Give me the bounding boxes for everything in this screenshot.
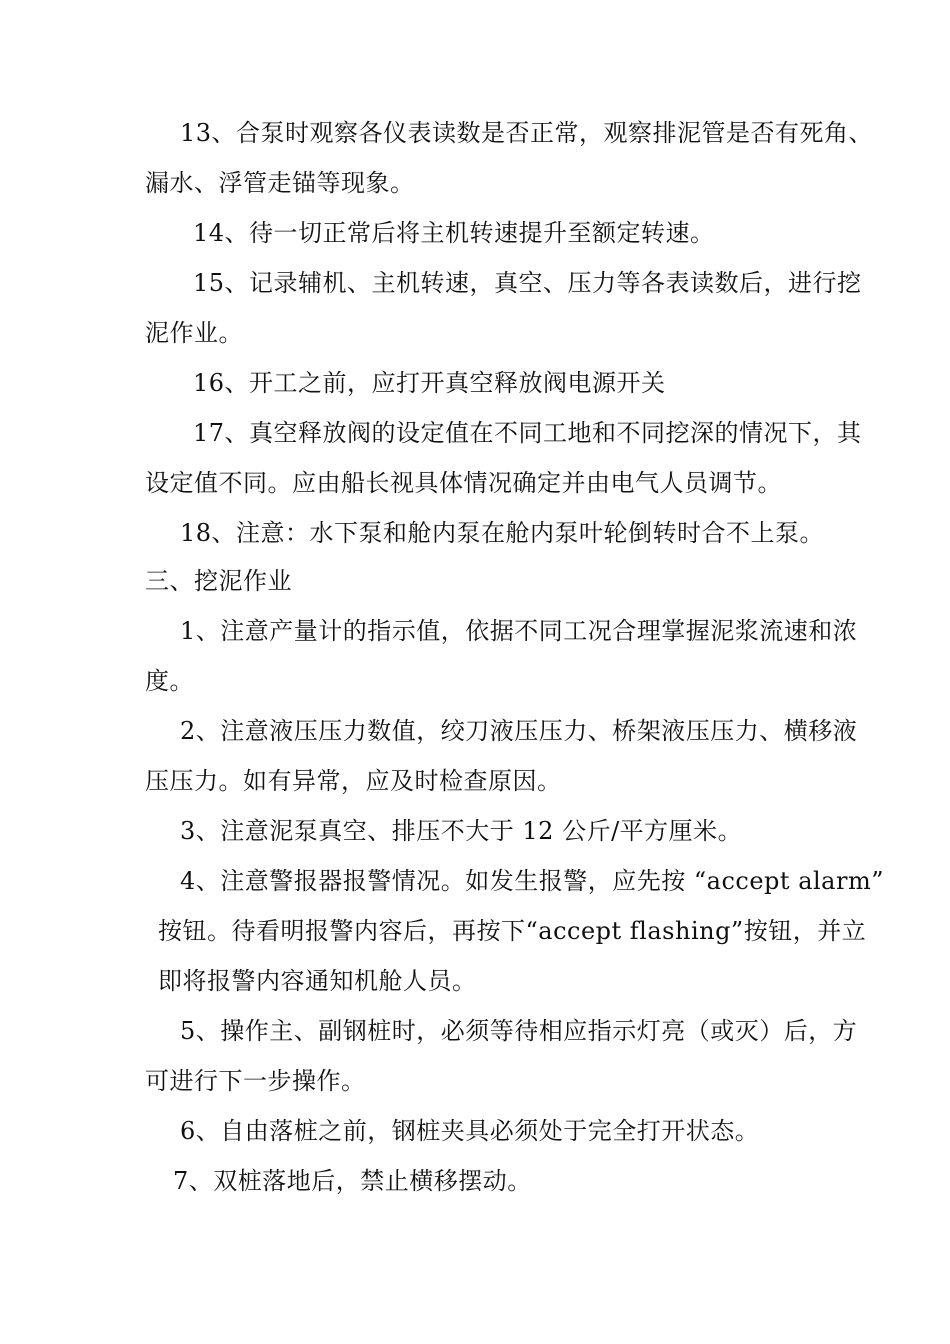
text-line-item-15-part2: 泥作业。 xyxy=(145,319,243,347)
text-line-item-15-part1: 15、记录辅机、主机转速，真空、压力等各表读数后，进行挖 xyxy=(193,269,862,297)
text-line-item-4-part2: 按钮。待看明报警内容后，再按下“accept flashing”按钮，并立 xyxy=(158,917,867,945)
text-line-item-3: 3、注意泥泵真空、排压不大于 12 公斤/平方厘米。 xyxy=(180,817,743,845)
text-line-item-1-part2: 度。 xyxy=(145,667,194,695)
text-line-item-18: 18、注意：水下泵和舱内泵在舱内泵叶轮倒转时合不上泵。 xyxy=(180,519,825,547)
text-line-item-2-part1: 2、注意液压压力数值，绞刀液压压力、桥架液压压力、横移液 xyxy=(180,717,858,745)
text-line-item-16: 16、开工之前，应打开真空释放阀电源开关 xyxy=(193,369,666,397)
text-line-item-7: 7、双桩落地后，禁止横移摆动。 xyxy=(173,1167,532,1195)
text-line-item-13-part1: 13、合泵时观察各仪表读数是否正常，观察排泥管是否有死角、 xyxy=(180,119,874,147)
text-line-item-4-part3: 即将报警内容通知机舱人员。 xyxy=(158,967,477,995)
text-line-item-4-part1: 4、注意警报器报警情况。如发生报警，应先按 “accept alarm” xyxy=(180,867,884,895)
text-line-item-5-part1: 5、操作主、副钢桩时，必须等待相应指示灯亮（或灭）后，方 xyxy=(180,1017,858,1045)
section-heading: 三、挖泥作业 xyxy=(145,567,292,595)
text-line-item-13-part2: 漏水、浮管走锚等现象。 xyxy=(145,169,415,197)
text-line-item-17-part2: 设定值不同。应由船长视具体情况确定并由电气人员调节。 xyxy=(145,469,782,497)
text-line-item-6: 6、自由落桩之前，钢桩夹具必须处于完全打开状态。 xyxy=(180,1117,760,1145)
text-line-item-14: 14、待一切正常后将主机转速提升至额定转速。 xyxy=(193,219,715,247)
text-line-item-1-part1: 1、注意产量计的指示值，依据不同工况合理掌握泥浆流速和浓 xyxy=(180,617,858,645)
text-line-item-5-part2: 可进行下一步操作。 xyxy=(145,1067,366,1095)
text-line-item-2-part2: 压压力。如有异常，应及时检查原因。 xyxy=(145,767,562,795)
text-line-item-17-part1: 17、真空释放阀的设定值在不同工地和不同挖深的情况下，其 xyxy=(193,419,862,447)
